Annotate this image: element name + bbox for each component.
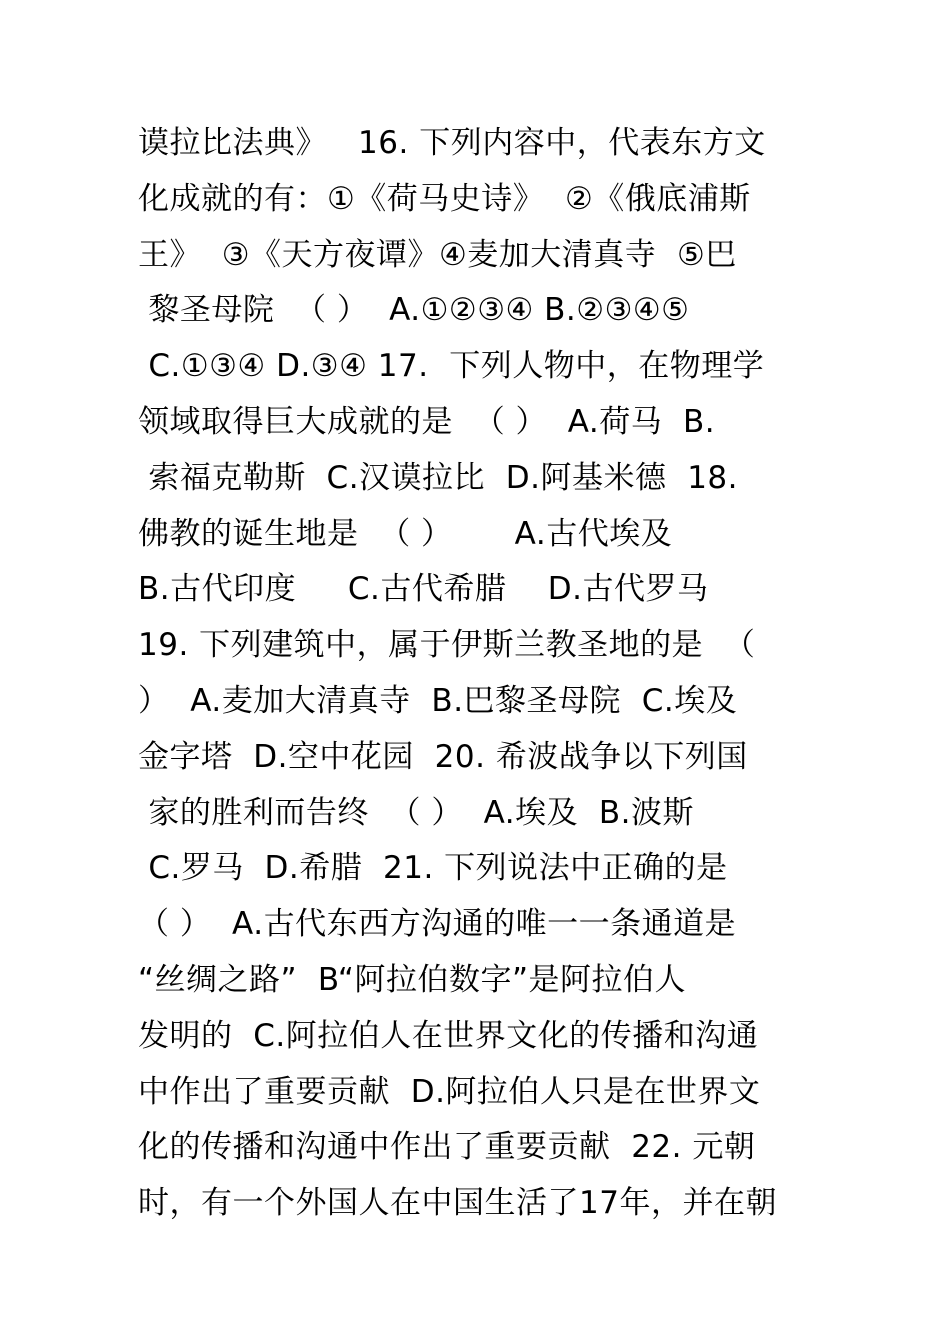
text-line-7: 索福克勒斯 C.汉谟拉比 D.阿基米德 18. <box>138 459 739 496</box>
text-line-18: 中作出了重要贡献 D.阿拉伯人只是在世界文 <box>138 1073 761 1110</box>
text-line-14: C.罗马 D.希腊 21. 下列说法中正确的是 <box>138 850 728 887</box>
text-line-9: B.古代印度 C.古代希腊 D.古代罗马 <box>138 571 709 608</box>
text-line-3: 王》 ③《天方夜谭》④麦加大清真寺 ⑤巴 <box>138 236 737 273</box>
text-line-1: 谟拉比法典》 16. 下列内容中，代表东方文 <box>138 125 766 161</box>
text-line-6: 领域取得巨大成就的是 （ ） A.荷马 B. <box>138 403 716 440</box>
text-line-16: “丝绸之路” B“阿拉伯数字”是阿拉伯人 <box>138 961 687 998</box>
question-text-block <box>138 116 818 1232</box>
text-line-20: 时，有一个外国人在中国生活了17年，并在朝 <box>138 1185 777 1222</box>
text-line-12: 金字塔 D.空中花园 20. 希波战争以下列国 <box>138 738 748 775</box>
text-line-10: 19. 下列建筑中，属于伊斯兰教圣地的是 （ <box>138 627 756 664</box>
text-line-4: 黎圣母院 （ ） A.①②③④ B.②③④⑤ <box>138 292 690 329</box>
text-line-13: 家的胜利而告终 （ ） A.埃及 B.波斯 <box>138 794 694 831</box>
text-line-8: 佛教的诞生地是 （ ） A.古代埃及 <box>138 515 673 552</box>
text-line-17: 发明的 C.阿拉伯人在世界文化的传播和沟通 <box>138 1017 759 1054</box>
text-line-5: C.①③④ D.③④ 17. 下列人物中，在物理学 <box>138 348 765 385</box>
text-line-11: ） A.麦加大清真寺 B.巴黎圣母院 C.埃及 <box>138 682 738 719</box>
text-line-15: （ ） A.古代东西方沟通的唯一一条通道是 <box>138 906 737 943</box>
text-line-2: 化成就的有：①《荷马史诗》 ②《俄底浦斯 <box>138 180 751 217</box>
text-line-19: 化的传播和沟通中作出了重要贡献 22. 元朝 <box>138 1129 756 1166</box>
